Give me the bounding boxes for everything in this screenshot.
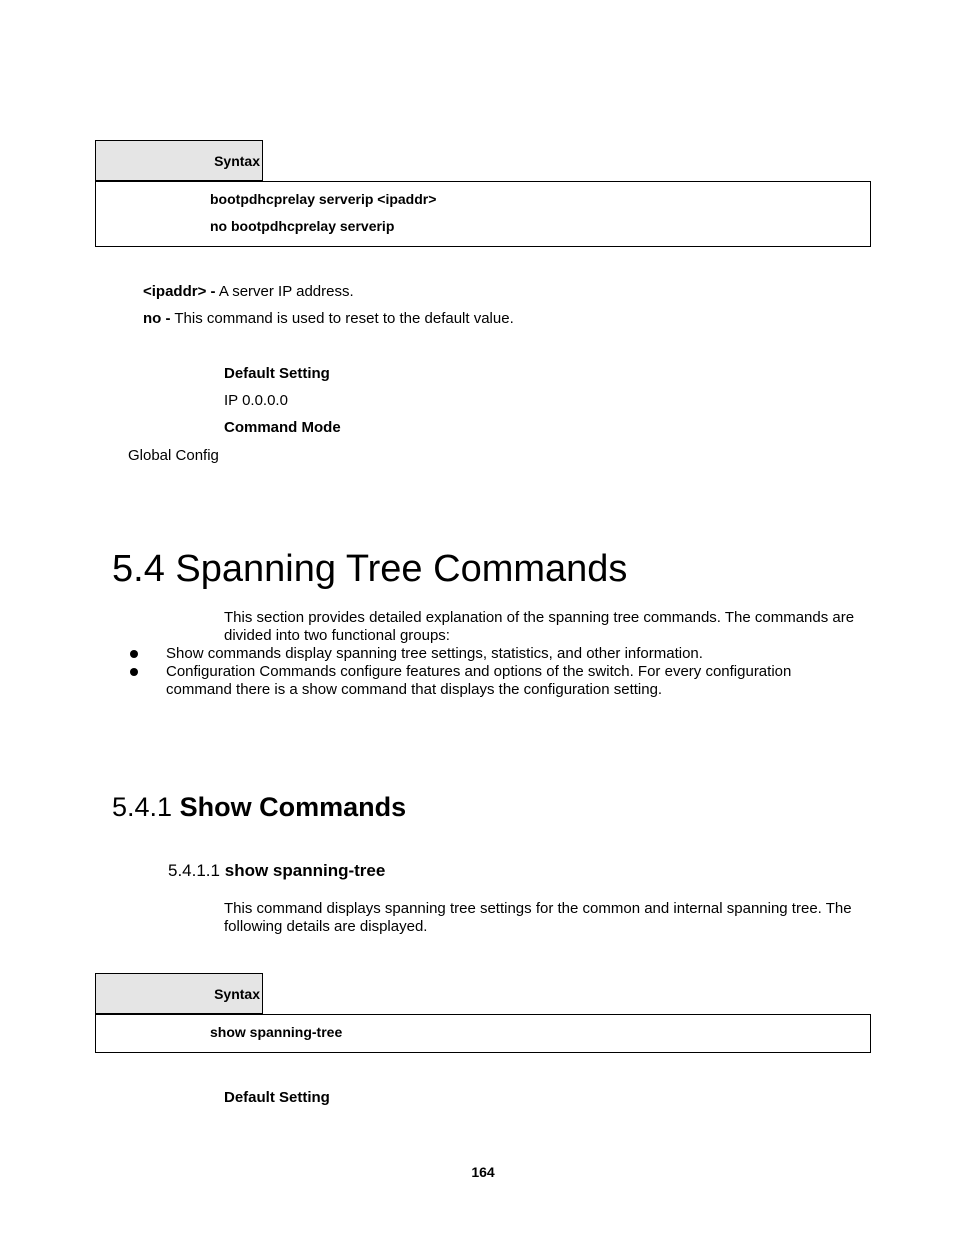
subsubsection-title: show spanning-tree bbox=[224, 861, 386, 880]
param-term: <ipaddr> - bbox=[143, 283, 216, 300]
command-mode-label: Command Mode bbox=[224, 419, 341, 436]
param-desc: A server IP address. bbox=[215, 283, 354, 300]
syntax-header-1 bbox=[95, 140, 263, 181]
subsection-number: 5.4.1 bbox=[112, 792, 173, 822]
param-term: no - bbox=[143, 310, 171, 327]
default-setting-label: Default Setting bbox=[224, 1089, 330, 1106]
subsubsection-desc: This command displays spanning tree settings for the common and internal spanning tree. The following details are displayed. bbox=[224, 900, 852, 935]
param-ipaddr bbox=[143, 283, 354, 301]
syntax-label: Syntax bbox=[214, 153, 260, 169]
bullet-item: Show commands display spanning tree settings, statistics, and other information. bbox=[166, 645, 703, 662]
section-intro: This section provides detailed explanation of the spanning tree commands. The commands are divided into two functional groups: bbox=[224, 609, 855, 644]
subsection-title: Show Commands bbox=[179, 792, 407, 822]
default-setting-value: IP 0.0.0.0 bbox=[224, 392, 288, 409]
subsection-heading bbox=[112, 791, 406, 823]
default-setting-label: Default Setting bbox=[224, 365, 330, 382]
param-desc: This command is used to reset to the default value. bbox=[170, 310, 514, 327]
page-number: 164 bbox=[471, 1164, 495, 1180]
command-mode-value: Global Config bbox=[128, 447, 219, 464]
section-title: 5.4 Spanning Tree Commands bbox=[112, 548, 628, 590]
syntax-label: Syntax bbox=[214, 986, 260, 1002]
syntax-header-2 bbox=[95, 973, 263, 1014]
bullet-dot bbox=[130, 650, 138, 658]
bullet-dot bbox=[130, 668, 138, 676]
subsubsection-heading bbox=[168, 861, 385, 881]
syntax-line: bootpdhcprelay serverip <ipaddr> bbox=[210, 191, 437, 207]
param-no bbox=[143, 310, 514, 328]
bullet-item: Configuration Commands configure features and options of the switch. For every configuration command there is a show command that displays the configuration setting. bbox=[166, 663, 792, 698]
syntax-line: no bootpdhcprelay serverip bbox=[210, 218, 395, 234]
syntax-line: show spanning-tree bbox=[210, 1024, 343, 1040]
subsubsection-number: 5.4.1.1 bbox=[168, 861, 220, 880]
